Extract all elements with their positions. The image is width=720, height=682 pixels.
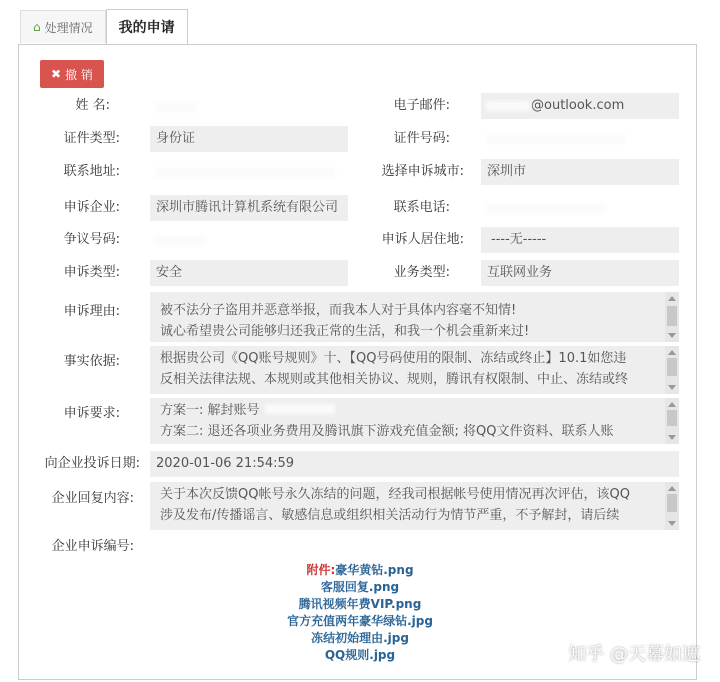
- reason-scrollbar[interactable]: [665, 292, 679, 342]
- close-icon: ✖: [51, 67, 62, 81]
- scroll-thumb[interactable]: [667, 494, 677, 512]
- complaint-date-field[interactable]: 2020-01-06 21:54:59: [150, 451, 679, 477]
- id-type-label: 证件类型:: [63, 131, 120, 146]
- demand-scrollbar[interactable]: [665, 398, 679, 444]
- facts-line: 反相关法律法规、本规则或其他相关协议、规则，腾讯有权限制、中止、冻结或终: [160, 372, 629, 387]
- reason-label: 申诉理由:: [63, 304, 120, 319]
- redacted-mark: [486, 134, 626, 144]
- demand-label: 申诉要求:: [63, 406, 120, 421]
- scroll-thumb[interactable]: [667, 410, 677, 426]
- scroll-up-icon[interactable]: [668, 486, 676, 491]
- email-field[interactable]: @outlook.com: [481, 93, 679, 119]
- company-reply-scrollbar[interactable]: [665, 482, 679, 530]
- id-number-label: 证件号码:: [393, 131, 450, 146]
- phone-label: 联系电话:: [393, 200, 450, 215]
- company-reply-line: 关于本次反馈QQ帐号永久冻结的问题，经我司根据帐号使用情况再次评估，该QQ: [160, 487, 630, 502]
- facts-line: 根据贵公司《QQ账号规则》十、【QQ号码使用的限制、冻结或终止】10.1如您违: [160, 351, 627, 366]
- complaint-type-field[interactable]: 安全: [150, 260, 348, 286]
- scroll-up-icon[interactable]: [668, 402, 676, 407]
- name-label: 姓 名:: [75, 98, 110, 113]
- tab-status-label: 处理情况: [44, 20, 93, 35]
- redacted-mark: [486, 101, 530, 111]
- reason-textarea[interactable]: [150, 292, 679, 342]
- attachment-link[interactable]: 冻结初始理由.jpg: [311, 631, 409, 645]
- business-type-field[interactable]: 互联网业务: [481, 260, 679, 286]
- revoke-button[interactable]: [40, 60, 104, 88]
- company-reply-label: 企业回复内容:: [51, 491, 134, 506]
- company-reply-textarea[interactable]: [150, 482, 679, 530]
- business-type-label: 业务类型:: [393, 265, 450, 280]
- attachment-link[interactable]: 客服回复.png: [320, 580, 400, 594]
- city-field[interactable]: 深圳市: [481, 159, 679, 185]
- scroll-up-icon[interactable]: [668, 350, 676, 355]
- redacted-mark: [155, 168, 335, 178]
- scroll-up-icon[interactable]: [668, 296, 676, 301]
- demand-textarea[interactable]: [150, 398, 679, 444]
- attachment-item[interactable]: [0, 562, 720, 579]
- tab-my-application-label: 我的申请: [118, 20, 175, 36]
- scroll-down-icon[interactable]: [668, 521, 676, 526]
- attachment-link[interactable]: QQ规则.jpg: [324, 648, 396, 662]
- reason-line: 被不法分子盗用并恶意举报，而我本人对于具体内容毫不知情!: [160, 303, 517, 318]
- scroll-down-icon[interactable]: [668, 385, 676, 390]
- attachment-link[interactable]: 官方充值两年豪华绿钻.jpg: [287, 614, 433, 628]
- complaint-type-label: 申诉类型:: [63, 265, 120, 280]
- facts-textarea[interactable]: [150, 346, 679, 394]
- company-field[interactable]: 深圳市腾讯计算机系统有限公司: [150, 195, 348, 221]
- home-icon: ⌂: [33, 20, 41, 34]
- facts-label: 事实依据:: [63, 354, 120, 369]
- dispute-number-label: 争议号码:: [63, 232, 120, 247]
- redacted-mark: [155, 236, 205, 246]
- attachment-link[interactable]: 腾讯视频年费VIP.png: [298, 597, 422, 611]
- tab-status[interactable]: [20, 10, 106, 43]
- attachment-prefix: 附件:: [306, 563, 336, 577]
- city-label: 选择申诉城市:: [381, 164, 464, 179]
- scroll-down-icon[interactable]: [668, 333, 676, 338]
- watermark: 知乎 @天幕如遮: [568, 644, 700, 665]
- scroll-thumb[interactable]: [667, 306, 677, 326]
- demand-line: 方案二: 退还各项业务费用及腾讯旗下游戏充值金额; 将QQ文件资料、联系人账: [160, 424, 614, 439]
- attachment-link[interactable]: 豪华黄钻.png: [335, 563, 414, 577]
- facts-scrollbar[interactable]: [665, 346, 679, 394]
- complaint-number-label: 企业申诉编号:: [51, 539, 134, 554]
- complaint-date-label: 向企业投诉日期:: [44, 456, 140, 471]
- redacted-mark: [486, 204, 606, 214]
- address-label: 联系地址:: [63, 164, 120, 179]
- redacted-mark: [265, 404, 335, 414]
- demand-line: 方案一: 解封账号: [160, 403, 260, 418]
- redacted-mark: [155, 102, 197, 112]
- company-label: 申诉企业:: [63, 200, 120, 215]
- residence-field[interactable]: ----无-----: [481, 227, 679, 253]
- scroll-thumb[interactable]: [667, 358, 677, 376]
- id-type-field[interactable]: 身份证: [150, 126, 348, 152]
- tab-bar: [20, 10, 188, 44]
- reason-line: 诚心希望贵公司能够归还我正常的生活，和我一个机会重新来过!: [160, 324, 530, 339]
- email-label: 电子邮件:: [393, 98, 450, 113]
- company-reply-line: 涉及发布/传播谣言、敏感信息或组织相关活动行为情节严重，不予解封，请后续: [160, 508, 620, 523]
- revoke-button-label: 撤 销: [65, 67, 93, 82]
- residence-label: 申诉人居住地:: [381, 232, 464, 247]
- tab-my-application[interactable]: [106, 9, 188, 44]
- scroll-down-icon[interactable]: [668, 435, 676, 440]
